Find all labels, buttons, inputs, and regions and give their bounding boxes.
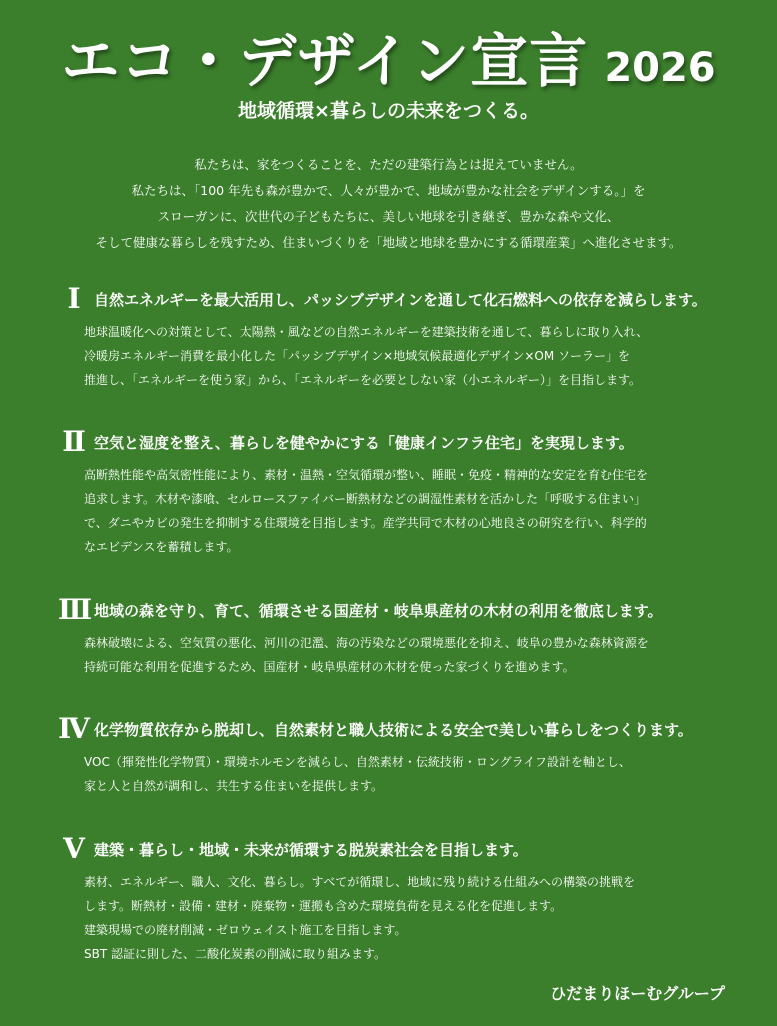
section-line: 推進し、「エネルギーを使う家」から、「エネルギーを必要としない家（小エネルギー）」を目指します。 bbox=[84, 373, 642, 387]
section-body bbox=[84, 870, 757, 966]
section-heading bbox=[58, 832, 757, 866]
section-numeral: Ⅴ bbox=[63, 832, 85, 865]
section-title: 化学物質依存から脱却し、自然素材と職人技術による安全で美しい暮らしをつくります。 bbox=[94, 720, 693, 739]
section-line: 追求します。木材や漆喰、セルロースファイバー断熱材などの調湿性素材を活かした「呼吸する住まい」 bbox=[84, 492, 646, 506]
section-title: 自然エネルギーを最大活用し、パッシブデザインを通して化石燃料への依存を減らします。 bbox=[94, 290, 707, 309]
page-title: エコ・デザイン宣言 bbox=[61, 27, 589, 95]
section-1 bbox=[58, 282, 757, 392]
section-line: します。断熱材・設備・建材・廃棄物・運搬も含めた環境負荷を見える化を促進します。 bbox=[84, 899, 563, 913]
section-title: 地域の森を守り、育て、循環させる国産材・岐阜県産材の木材の利用を徹底します。 bbox=[94, 601, 663, 620]
section-title: 建築・暮らし・地域・未来が循環する脱炭素社会を目指します。 bbox=[94, 840, 528, 859]
section-2 bbox=[58, 425, 757, 559]
section-line: 高断熱性能や高気密性能により、素材・温熱・空気循環が整い、睡眠・免疫・精神的な安定を育む住宅を bbox=[84, 468, 649, 482]
section-line: 森林破壊による、空気質の悪化、河川の氾濫、海の汚染などの環境悪化を抑え、岐阜の豊かな森林資源を bbox=[84, 636, 649, 650]
section-line: 持続可能な利用を促進するため、国産材・岐阜県産材の木材を使った家づくりを進めます。 bbox=[84, 660, 575, 674]
section-body bbox=[84, 750, 757, 798]
intro-line: そして健康な暮らしを残すため、住まいづくりを「地域と地球を豊かにする循環産業」へ進化させます。 bbox=[95, 235, 682, 250]
section-body bbox=[84, 631, 757, 679]
subtitle: 地域循環×暮らしの未来をつくる。 bbox=[238, 100, 539, 122]
section-heading bbox=[58, 712, 757, 746]
brand-name: ひだまりほーむグループ bbox=[550, 984, 725, 1003]
section-numeral: Ⅱ bbox=[62, 425, 86, 458]
section-line: で、ダニやカビの発生を抑制する住環境を目指します。産学共同で木材の心地良さの研究を行い、科学的 bbox=[84, 516, 647, 530]
section-line: 建築現場での廃材削減・ゼロウェイスト施工を目指します。 bbox=[84, 923, 407, 937]
section-4 bbox=[58, 712, 757, 798]
intro-paragraph bbox=[20, 152, 757, 256]
section-line: SBT 認証に則した、二酸化炭素の削減に取り組みます。 bbox=[84, 947, 387, 961]
intro-line: 私たちは、家をつくることを、ただの建築行為とは捉えていません。 bbox=[194, 157, 583, 172]
section-line: 家と人と自然が調和し、共生する住まいを提供します。 bbox=[84, 779, 384, 793]
section-heading bbox=[58, 282, 757, 316]
section-line: なエビデンスを蓄積します。 bbox=[84, 540, 239, 554]
section-5 bbox=[58, 832, 757, 966]
title-year: 2026 bbox=[604, 45, 716, 91]
section-numeral: Ⅳ bbox=[58, 712, 90, 745]
section-line: 地球温暖化への対策として、太陽熱・風などの自然エネルギーを建築技術を通して、暮らしに取り入れ、 bbox=[84, 325, 649, 339]
intro-line: スローガンに、次世代の子どもたちに、美しい地球を引き継ぎ、豊かな森や文化、 bbox=[157, 209, 620, 224]
section-line: VOC（揮発性化学物質）・環境ホルモンを減らし、自然素材・伝統技術・ロングライフ設計を軸とし、 bbox=[84, 755, 631, 769]
section-numeral: Ⅰ bbox=[67, 282, 81, 315]
section-heading bbox=[58, 593, 757, 627]
section-3 bbox=[58, 593, 757, 679]
section-heading bbox=[58, 425, 757, 459]
section-body bbox=[84, 320, 757, 392]
section-body bbox=[84, 463, 757, 559]
section-line: 冷暖房エネルギー消費を最小化した「パッシブデザイン×地域気候最適化デザイン×OM ソーラー」を bbox=[84, 349, 631, 363]
title-row bbox=[0, 14, 777, 98]
section-title: 空気と湿度を整え、暮らしを健やかにする「健康インフラ住宅」を実現します。 bbox=[94, 433, 634, 452]
section-line: 素材、エネルギー、職人、文化、暮らし。すべてが循環し、地域に残り続ける仕組みへの構築の挑戦を bbox=[84, 875, 636, 889]
section-numeral: Ⅲ bbox=[58, 593, 93, 626]
intro-line: 私たちは、「100 年先も森が豊かで、人々が豊かで、地域が豊かな社会をデザインする。」を bbox=[131, 183, 646, 198]
